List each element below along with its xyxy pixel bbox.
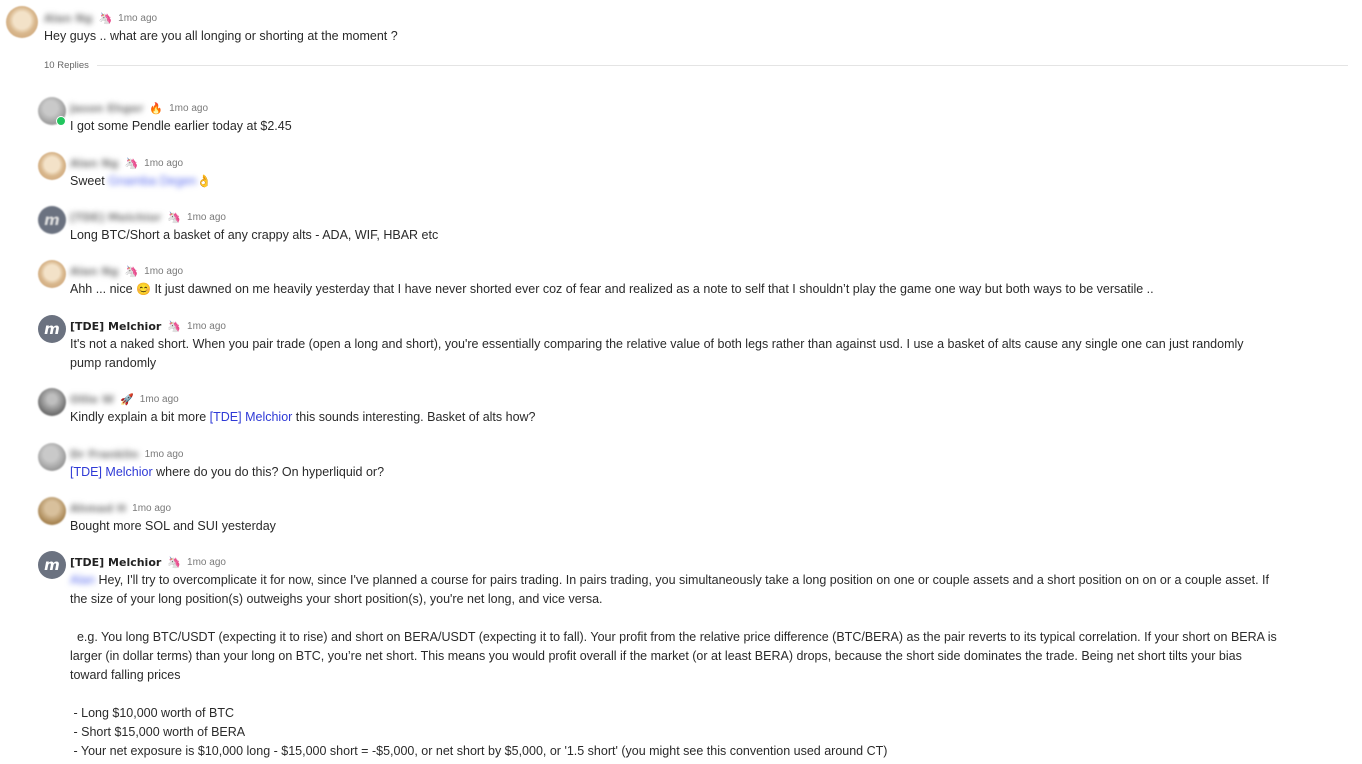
user-badge-icon: 🦄 (124, 156, 139, 170)
author-name[interactable]: [TDE] Melchior (70, 210, 162, 224)
text-segment: where do you do this? On hyperliquid or? (152, 465, 385, 479)
reply-text (70, 280, 1354, 299)
reply-text (70, 571, 1354, 761)
reply-item (36, 315, 1356, 377)
reply-text (70, 463, 1354, 482)
reply-meta (70, 318, 226, 334)
post-text: Hey guys .. what are you all longing or shorting at the moment ? (44, 29, 398, 43)
online-status-icon (56, 116, 66, 126)
ok-hand-emoji-icon: 👌 (196, 174, 212, 188)
avatar[interactable] (38, 152, 66, 180)
reply-meta (70, 446, 183, 462)
text-segment: Sweet (70, 174, 109, 188)
avatar[interactable] (38, 388, 66, 416)
reply-item (36, 97, 1356, 141)
reply-text: It's not a naked short. When you pair trade (open a long and short), you're essentially comparing the relative value of both legs rather than against usd. I use a basket of alts cause any single one can just randomly pump randomly (70, 337, 1244, 370)
author-name[interactable]: Alan Ng (70, 156, 119, 170)
replies-toggle[interactable] (44, 58, 1348, 72)
timestamp: 1mo ago (132, 502, 172, 514)
reply-meta (70, 391, 179, 407)
avatar[interactable] (6, 6, 38, 38)
reply-item (36, 443, 1356, 487)
text-segment: It just dawned on me heavily yesterday that I have never shorted ever coz of fear and realized as a note to self that I shouldn’t play the game one way but both ways to be versatile .. (150, 282, 1154, 296)
timestamp: 1mo ago (118, 12, 158, 24)
author-name[interactable]: Ahmad H (70, 501, 127, 515)
timestamp: 1mo ago (187, 320, 226, 332)
post-meta (44, 10, 157, 26)
rocket-badge-icon: 🚀 (120, 392, 134, 406)
author-name[interactable]: [TDE] Melchior (70, 319, 162, 333)
paragraph: e.g. You long BTC/USDT (expecting it to rise) and short on BERA/USDT (expecting it to fall). Your profit from the relative price difference (BTC/BERA) as the pair reverts to its typical correlation. If your short on BERA is larger (in dollar terms) than your long on BTC, you’re net short. This means you would profit overall if the market (or at least BERA) drops, because the short side dominates the trade. Being net short tilts your bias toward falling prices (70, 630, 1277, 682)
reply-item (36, 152, 1356, 196)
avatar[interactable]: m (38, 206, 66, 234)
avatar[interactable] (38, 260, 66, 288)
reply-meta (70, 554, 226, 570)
user-mention-link[interactable]: [TDE] Melchior (209, 410, 293, 424)
avatar[interactable]: m (38, 551, 66, 579)
author-name[interactable]: [TDE] Melchior (70, 555, 162, 569)
reply-meta (70, 500, 171, 516)
user-badge-icon: 🦄 (98, 11, 113, 25)
reply-text: Long BTC/Short a basket of any crappy alts - ADA, WIF, HBAR etc (70, 228, 439, 242)
user-badge-icon: 🦄 (124, 264, 139, 278)
reply-item (36, 497, 1356, 541)
reply-item (36, 551, 1356, 764)
timestamp: 1mo ago (139, 393, 179, 405)
reply-item (36, 206, 1356, 250)
reply-text (70, 408, 1354, 427)
text-segment: Kindly explain a bit more (70, 410, 210, 424)
user-mention-link[interactable]: Alan (70, 573, 96, 587)
author-name[interactable]: Jason Ehger (70, 101, 144, 115)
root-post (4, 4, 1354, 54)
timestamp: 1mo ago (144, 448, 184, 460)
text-segment: Ahh ... nice (70, 282, 137, 296)
timestamp: 1mo ago (144, 157, 184, 169)
reply-meta (70, 209, 226, 225)
timestamp: 1mo ago (169, 102, 209, 114)
author-name[interactable]: Ollie W (70, 392, 115, 406)
user-badge-icon: 🦄 (167, 210, 182, 224)
avatar[interactable]: m (38, 315, 66, 343)
bullet-item: - Long $10,000 worth of BTC (70, 706, 234, 720)
text-segment: this sounds interesting. Basket of alts how? (292, 410, 536, 424)
avatar[interactable] (38, 497, 66, 525)
fire-badge-icon: 🔥 (149, 101, 164, 115)
reply-item (36, 260, 1356, 304)
bullet-item: - Short $15,000 worth of BERA (70, 725, 246, 739)
timestamp: 1mo ago (187, 211, 226, 223)
author-name[interactable]: Dr Franklin (70, 447, 139, 461)
reply-text (70, 172, 1354, 191)
author-name[interactable]: Alan Ng (44, 11, 93, 25)
reply-text: Bought more SOL and SUI yesterday (70, 519, 276, 533)
reply-meta (70, 100, 208, 116)
author-name[interactable]: Alan Ng (70, 264, 119, 278)
timestamp: 1mo ago (144, 265, 184, 277)
reply-meta (70, 263, 183, 279)
smile-emoji-icon: 😊 (136, 282, 151, 296)
replies-count[interactable]: 10 Replies (44, 59, 89, 71)
paragraph: Hey, I'll try to overcomplicate it for now, since I've planned a course for pairs trading. In pairs trading, you simultaneously take a long position on one or couple assets and a short position on on or a couple asset. If the size of your long position(s) outweighs your short position(s), you're net long, and vice versa. (70, 573, 1269, 606)
user-mention-link[interactable]: Gnamba Degen (108, 174, 197, 188)
timestamp: 1mo ago (187, 556, 226, 568)
reply-item (36, 388, 1356, 432)
reply-text: I got some Pendle earlier today at $2.45 (70, 119, 292, 133)
avatar[interactable] (38, 443, 66, 471)
user-badge-icon: 🦄 (167, 319, 182, 333)
bullet-item: - Your net exposure is $10,000 long - $15,000 short = -$5,000, or net short by $5,000, or '1.5 short' (you might see this convention used around CT) (70, 744, 888, 758)
user-mention-link[interactable]: [TDE] Melchior (70, 465, 153, 479)
divider (97, 65, 1348, 66)
user-badge-icon: 🦄 (167, 555, 182, 569)
reply-meta (70, 155, 183, 171)
